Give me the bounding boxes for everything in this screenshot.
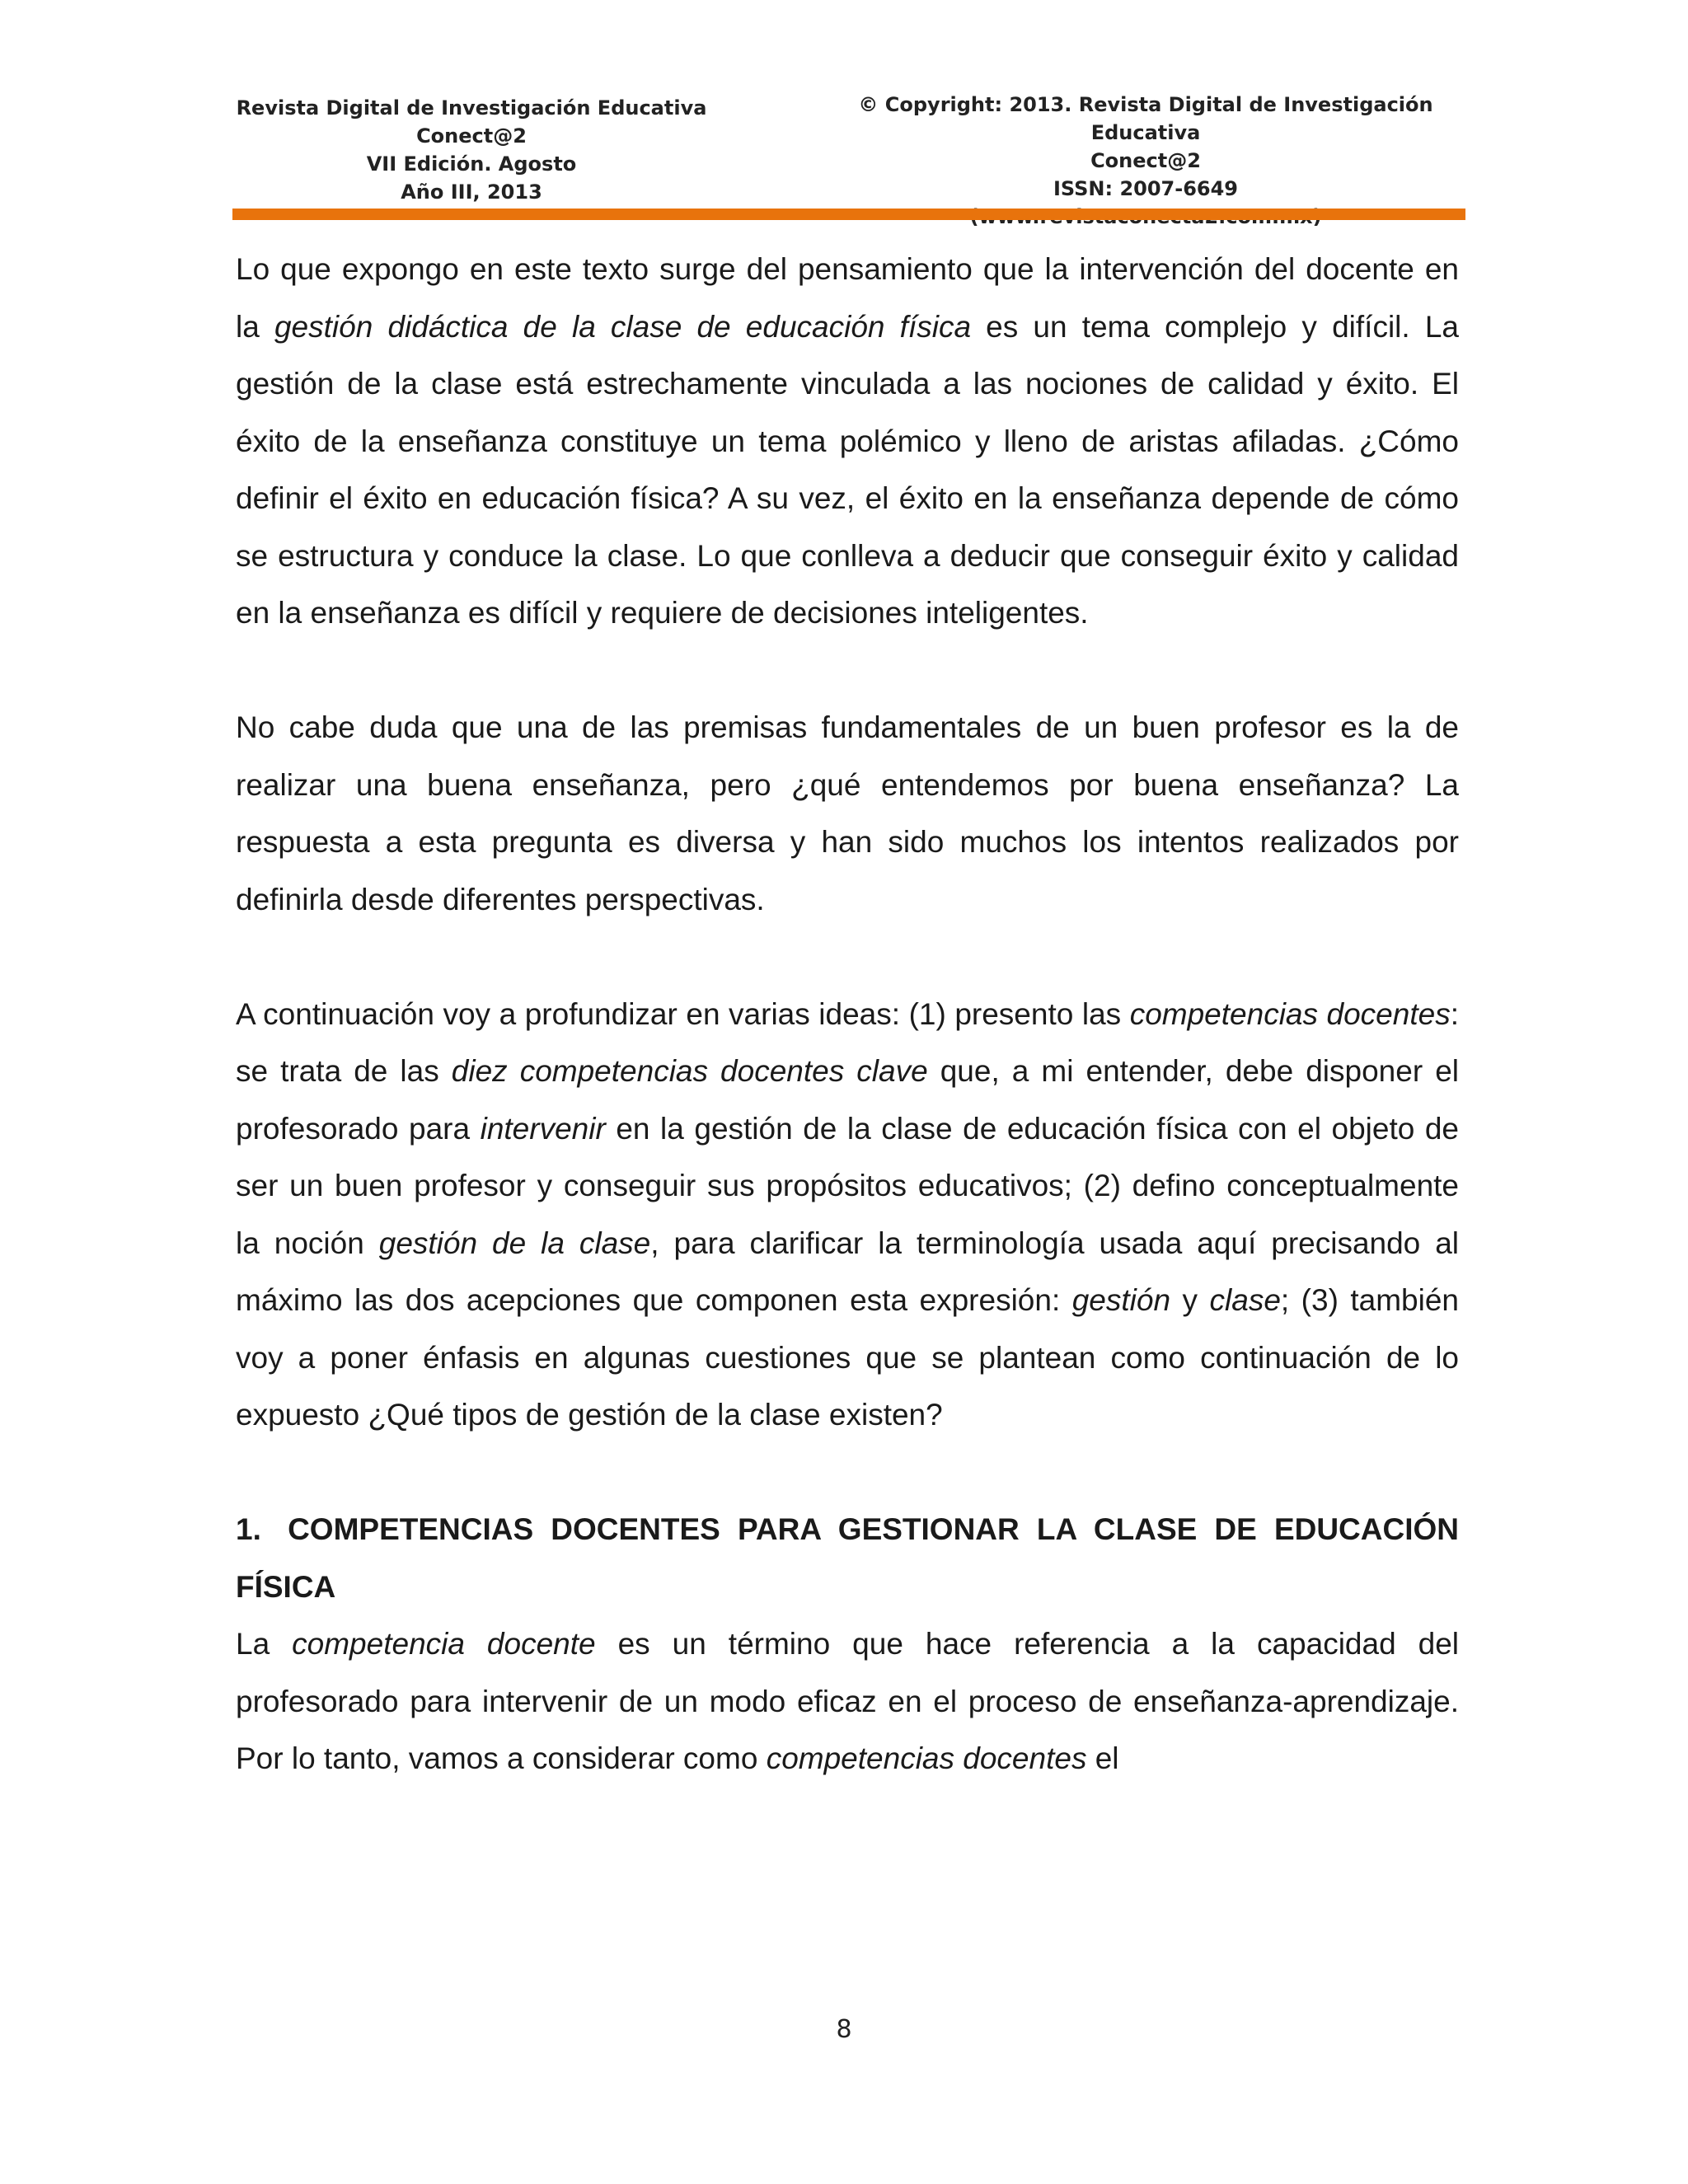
journal-header-left: [232, 94, 710, 206]
page-number: 8: [836, 2015, 852, 2044]
edition-info: VII Edición. Agosto: [366, 152, 577, 176]
paragraph-3: A continuación voy a profundizar en varias ideas: (1) presento las competencias docentes: se trata de las diez competencias docentes clave que, a mi entender, debe disponer el profesorado para intervenir en la gestión de la clase de educación física con el objeto de ser un buen profesor y conseguir sus propósitos educativos; (2) defino conceptualmente la noción gestión de la clase, para clarificar la terminología usada aquí precisando al máximo las dos acepciones que componen esta expresión: gestión y clase; (3) también voy a poner énfasis en algunas cuestiones que se plantean como continuación de lo expuesto ¿Qué tipos de gestión de la clase existen?: [236, 996, 1460, 1432]
year-info: Año III, 2013: [401, 180, 542, 204]
journal-short-name-right: Conect@2: [1090, 149, 1201, 172]
italic-phrase: gestión: [1071, 1283, 1171, 1317]
copyright-text: © Copyright: 2013. Revista Digital de Investigación Educativa: [858, 93, 1433, 144]
italic-phrase: competencias docentes: [1129, 996, 1451, 1031]
italic-phrase: intervenir: [480, 1111, 606, 1146]
italic-phrase: diez competencias docentes clave: [451, 1054, 928, 1088]
italic-phrase: clase: [1209, 1283, 1281, 1317]
header-divider: [232, 209, 1465, 220]
journal-short-name: Conect@2: [416, 124, 527, 148]
article-body: [236, 241, 1459, 1788]
italic-phrase: competencia docente: [292, 1627, 596, 1661]
paragraph-2: No cabe duda que una de las premisas fundamentales de un buen profesor es la de realizar una buena enseñanza, pero ¿qué entendemos por buena enseñanza? La respuesta a esta pregunta es diversa y han sido muchos los intentos realizados por definirla desde diferentes perspectivas.: [236, 710, 1459, 916]
paragraph-1: Lo que expongo en este texto surge del pensamiento que la intervención del docente en la gestión didáctica de la clase de educación física es un tema complejo y difícil. La gestión de la clase está estrechamente vinculada a las nociones de calidad y éxito. El éxito de la enseñanza constituye un tema polémico y lleno de aristas afiladas. ¿Cómo definir el éxito en educación física? A su vez, el éxito en la enseñanza depende de cómo se estructura y conduce la clase. Lo que conlleva a deducir que conseguir éxito y calidad en la enseñanza es difícil y requiere de decisiones inteligentes.: [236, 252, 1459, 630]
italic-phrase: gestión didáctica de la clase de educación física: [274, 309, 972, 344]
paragraph-4: La competencia docente es un término que hace referencia a la capacidad del profesorado para intervenir de un modo eficaz en el proceso de enseñanza-aprendizaje. Por lo tanto, vamos a considerar como competencias docentes el: [236, 1627, 1460, 1775]
section-title: COMPETENCIAS DOCENTES PARA GESTIONAR LA CLASE DE EDUCACIÓN FÍSICA: [236, 1512, 1460, 1604]
section-heading: [236, 1501, 1459, 1615]
journal-name: Revista Digital de Investigación Educativa: [236, 96, 707, 120]
section-number: 1.: [236, 1512, 261, 1546]
italic-phrase: gestión de la clase: [378, 1226, 651, 1260]
italic-phrase: competencias docentes: [766, 1741, 1087, 1775]
issn-text: ISSN: 2007-6649: [1053, 177, 1238, 200]
